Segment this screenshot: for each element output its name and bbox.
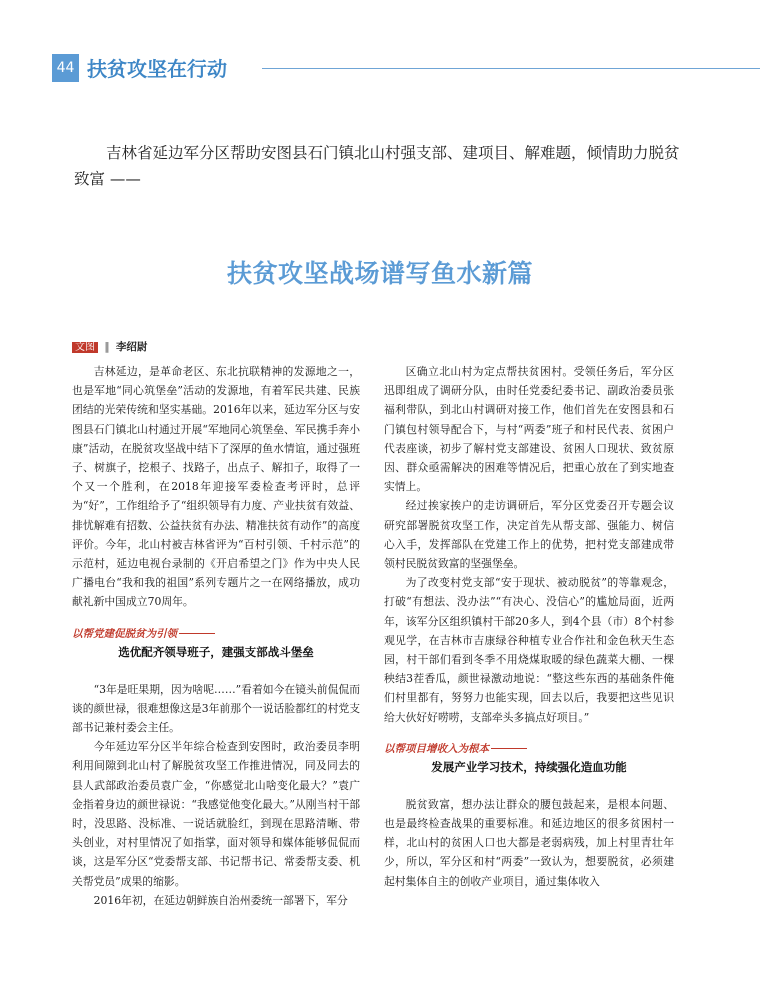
header-divider bbox=[262, 68, 760, 69]
subsection-kicker-text: 以帮党建促脱贫为引领 bbox=[72, 627, 177, 640]
right-column bbox=[384, 362, 674, 891]
body-paragraph: 为了改变村党支部“安于现状、被动脱贫”的等靠观念，打破“有想法、没办法”“有决心、没信心”的尴尬局面，近两年，该军分区组织镇村干部20多人，到4个县（市）8个村参观见学，在吉林市吉康绿谷种植专业合作社和金色秋天生态园，村干部们看到冬季不用烧煤取暖的绿色蔬菜大棚、一棵秧结3茬香瓜，颜世禄激动地说：“整这些东西的基础条件俺们村里都有，努努力也能实现，回去以后，我要把这些见识给大伙好好唠唠，支部牵头多搞点好项目。” bbox=[384, 576, 674, 724]
subsection-kicker bbox=[72, 626, 360, 642]
article-lead: 吉林省延边军分区帮助安图县石门镇北山村强支部、建项目、解难题，倾情助力脱贫致富 —— bbox=[74, 144, 680, 188]
byline bbox=[72, 340, 147, 355]
subsection-heading: 发展产业学习技术，持续强化造血功能 bbox=[431, 759, 627, 774]
body-paragraph: 2016年初，在延边朝鲜族自治州委统一部署下，军分 bbox=[93, 893, 348, 907]
body-paragraph: 吉林延边，是革命老区、东北抗联精神的发源地之一，也是军地“同心筑堡垒”活动的发源地，有着军民共建、民族团结的光荣传统和坚实基础。2016年以来，延边军分区与安图县石门镇北山村通过开展“军地同心筑堡垒、军民携手奔小康”活动，在脱贫攻坚战中结下了深厚的鱼水情谊，通过强班子、树旗子，挖根子、找路子，出点子、解扣子，取得了一个又一个胜利，在2018年迎接军委检查考评时，总评为“好”，工作组给予了“组织领导有力度、产业扶贫有效益、排忧解难有招数、公益扶贫有办法、精准扶贫有动作”的高度评价。今年，北山村被吉林省评为“百村引领、千村示范”的示范村，延边电视台录制的《开启希望之门》作为中央人民广播电台“我和我的祖国”系列专题片之一在网络播放，成功献礼新中国成立70周年。 bbox=[72, 365, 360, 609]
body-paragraph: 经过挨家挨户的走访调研后，军分区党委召开专题会议研究部署脱贫攻坚工作，决定首先从帮支部、强能力、树信心入手，发挥部队在党建工作上的优势，把村党支部建成带领村民脱贫致富的坚强堡垒。 bbox=[384, 499, 674, 571]
byline-tag: 文图 bbox=[72, 342, 98, 353]
left-column bbox=[72, 362, 360, 910]
body-paragraph: 脱贫致富，想办法让群众的腰包鼓起来，是根本问题、也是最终检查战果的重要标准。和延边地区的很多贫困村一样，北山村的贫困人口也大都是老弱病残，加上村里青壮年少，所以，军分区和村“两委”一致认为，想要脱贫，必须建起村集体自主的创收产业项目，通过集体收入 bbox=[384, 797, 674, 888]
byline-separator: ‖ bbox=[104, 341, 110, 353]
body-paragraph: “3年是旺果期，因为啥呢……”看着如今在镜头前侃侃而谈的颜世禄，很难想像这是3年前那个一说话脸都红的村党支部书记兼村委会主任。 bbox=[72, 682, 360, 735]
page-number: 44 bbox=[52, 54, 79, 82]
subsection-kicker bbox=[384, 741, 674, 757]
body-paragraph: 今年延边军分区半年综合检查到安图时，政治委员李明利用间隙到北山村了解脱贫攻坚工作推进情况，同及同去的县人武部政治委员袁广金，“你感觉北山啥变化最大？”袁广金指着身边的颜世禄说：“我感觉他变化最大。”从刚当村干部时，没思路、没标准、一说话就脸红，到现在思路清晰、带头创业，对村里情况了如指掌，面对领导和媒体能够侃侃而谈，这是军分区“党委帮支部、书记帮书记、常委帮支委、机关帮党员”成果的缩影。 bbox=[72, 740, 360, 888]
kicker-rule bbox=[491, 748, 527, 749]
body-paragraph: 区确立北山村为定点帮扶贫困村。受领任务后，军分区迅即组成了调研分队，由时任党委纪委书记、副政治委员张福利带队，到北山村调研对接工作，他们首先在安图县和石门镇包村领导配合下，与村“两委”班子和村民代表、贫困户代表座谈，初步了解村党支部建设、贫困人口现状、致贫原因、群众亟需解决的困难等情况后，把重心放在了到实地查实情上。 bbox=[384, 365, 674, 494]
subsection-heading: 选优配齐领导班子，建强支部战斗堡垒 bbox=[118, 644, 314, 659]
kicker-rule bbox=[179, 633, 215, 634]
article-headline: 扶贫攻坚战场谱写鱼水新篇 bbox=[226, 259, 533, 288]
byline-author: 李绍尉 bbox=[115, 341, 148, 353]
subsection-kicker-text: 以帮项目增收入为根本 bbox=[384, 742, 489, 755]
section-title: 扶贫攻坚在行动 bbox=[87, 57, 227, 81]
